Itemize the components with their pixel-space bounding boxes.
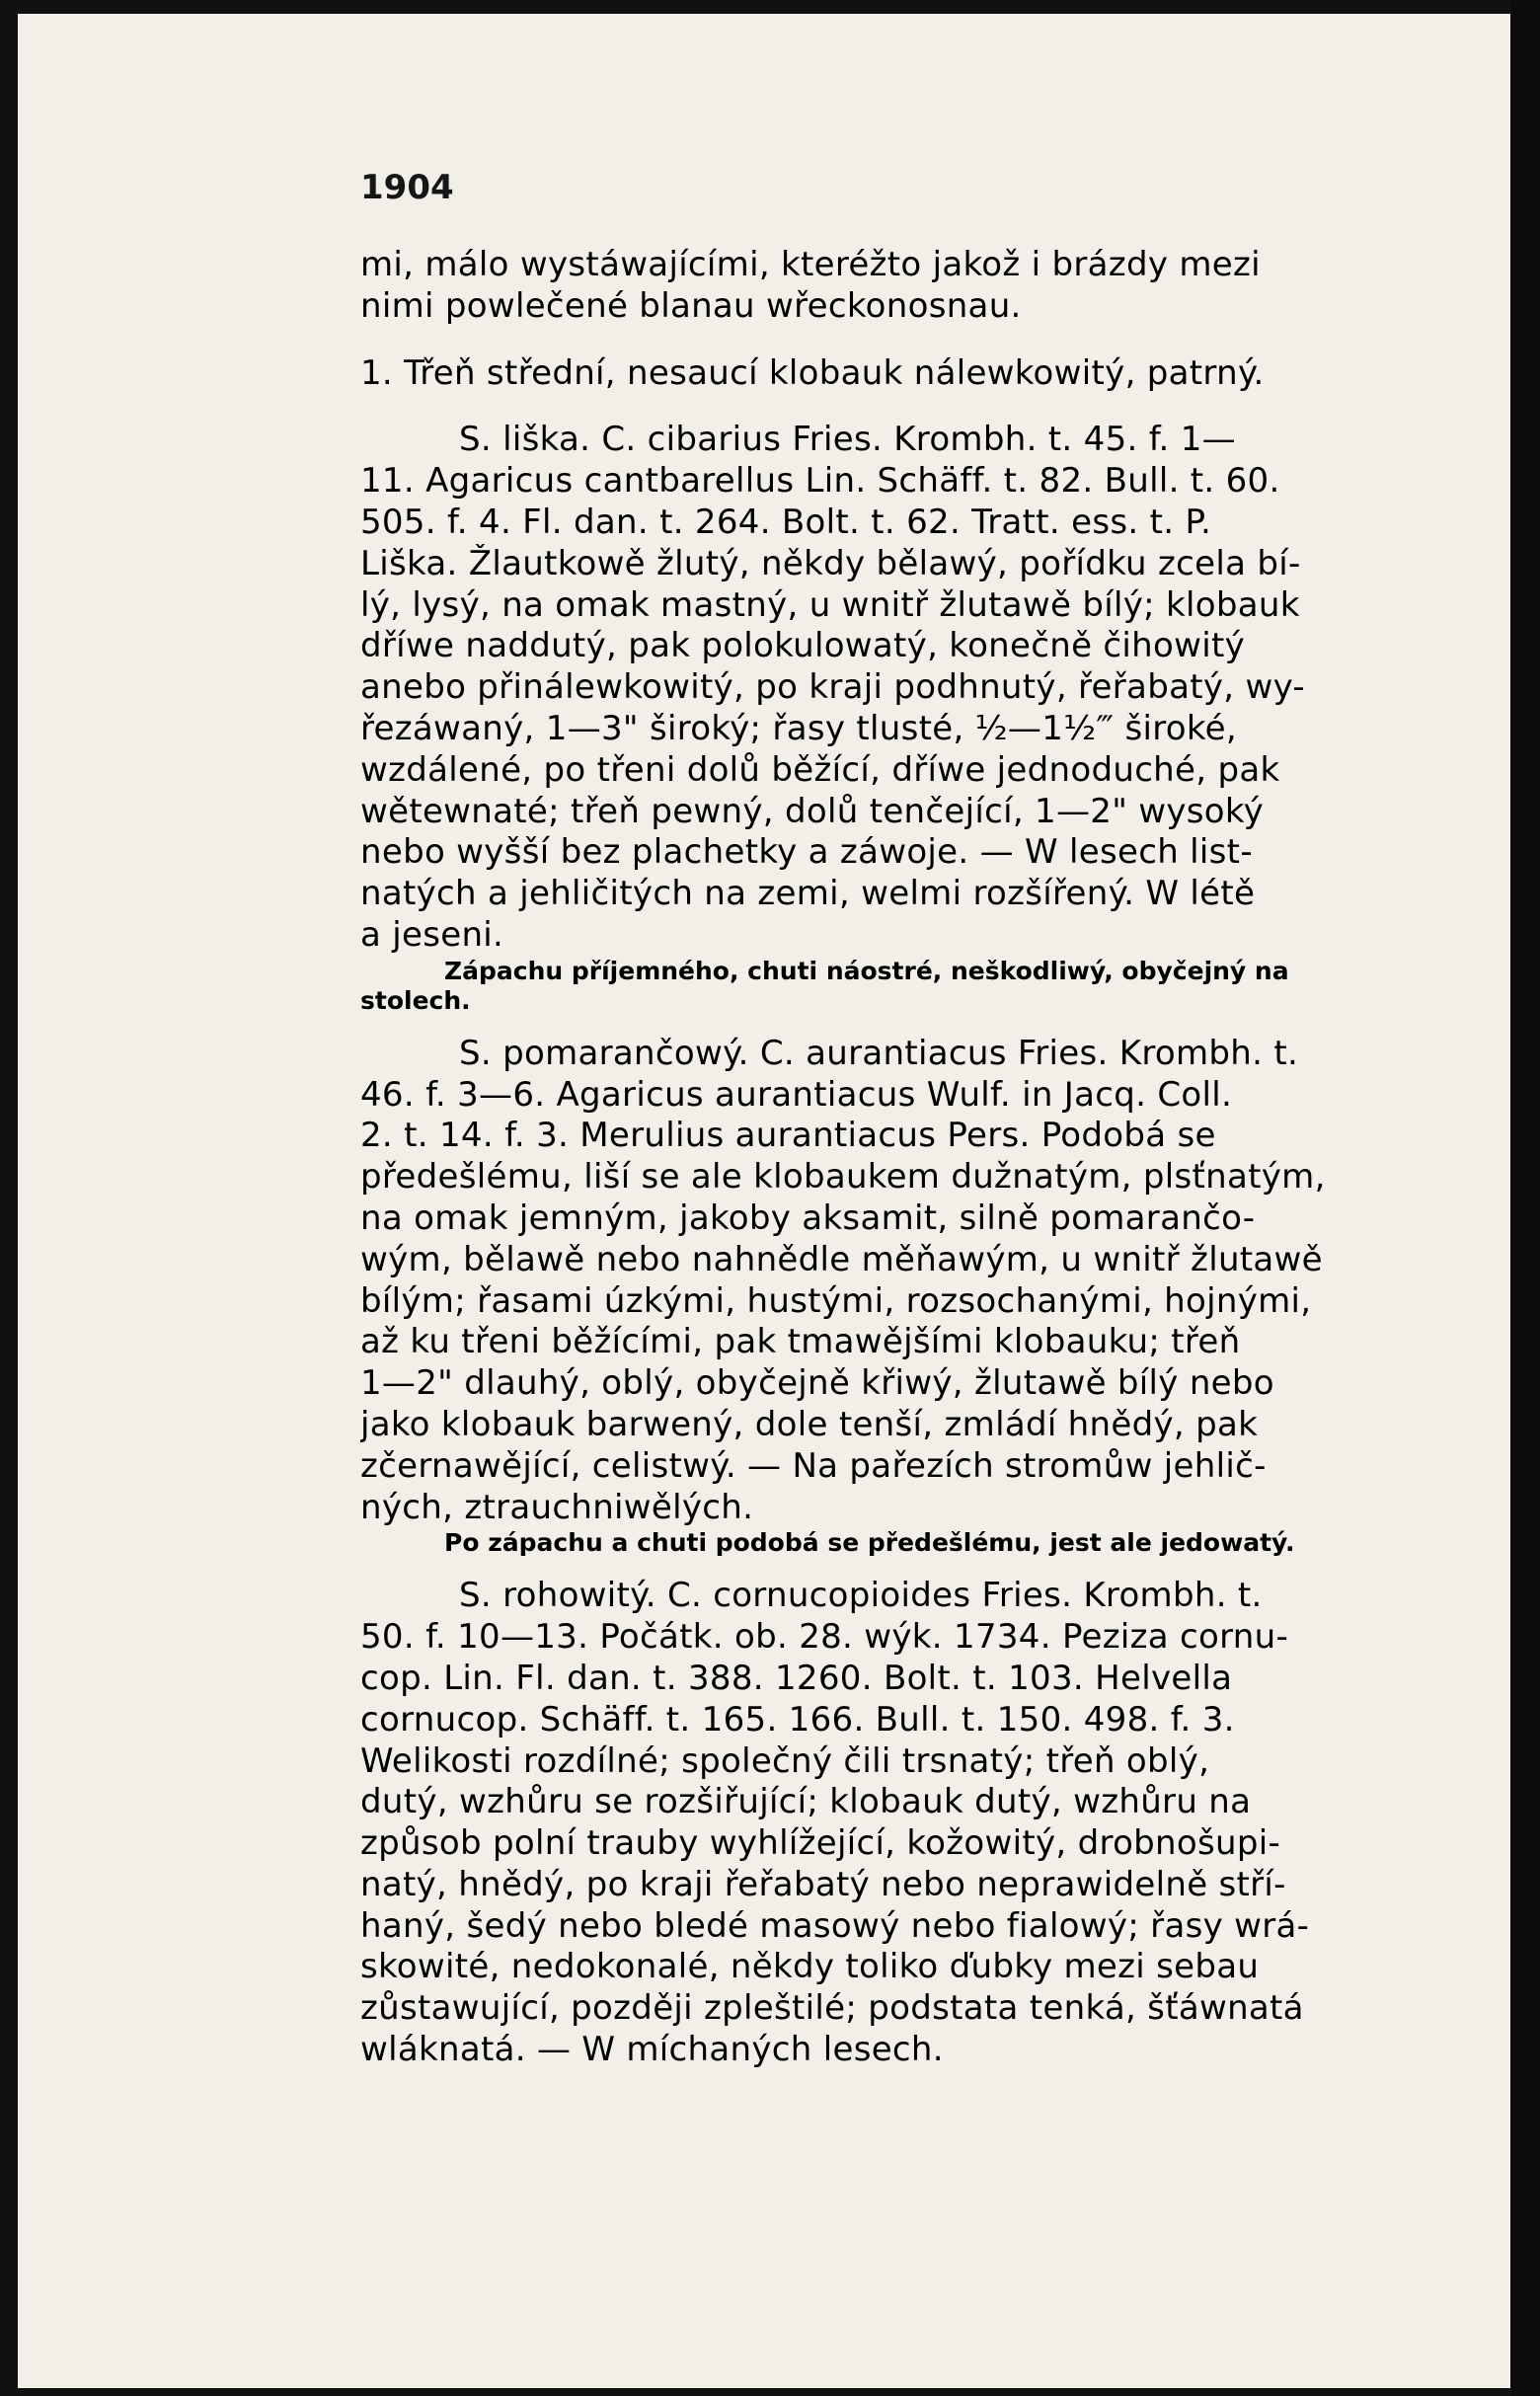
text-line: Zápachu příjemného, chuti náostré, neškodliwý, obyčejný na bbox=[444, 956, 1289, 985]
text-line: wým, bělawě nebo nahnědle měňawým, u wnitř žlutawě bbox=[360, 1239, 1323, 1279]
paragraph-gap bbox=[360, 394, 1436, 420]
paragraph-liska bbox=[360, 420, 1436, 956]
paragraph-intro bbox=[360, 245, 1436, 328]
paragraph-gap bbox=[360, 1016, 1436, 1034]
text-line: dutý, wzhůru se rozšiřující; klobauk dutý, wzhůru na bbox=[360, 1782, 1252, 1822]
text-line: natý, hnědý, po kraji řeřabatý nebo neprawidelně stří- bbox=[360, 1864, 1286, 1904]
text-line: na omak jemným, jakoby aksamit, silně pomarančo- bbox=[360, 1198, 1256, 1238]
scan-edge bbox=[1510, 0, 1540, 2396]
text-line: S. rohowitý. C. cornucopioides Fries. Krombh. t. bbox=[459, 1576, 1263, 1616]
paragraph-pomarancovy-note bbox=[360, 1528, 1436, 1558]
text-line: wětewnaté; třeň pewný, dolů tenčející, 1—2" wysoký bbox=[360, 791, 1265, 831]
paragraph-liska-note bbox=[360, 957, 1436, 1016]
text-line: natých a jehličitých na zemi, welmi rozšířený. W létě bbox=[360, 874, 1256, 914]
text-line: Po zápachu a chuti podobá se předešlému, jest ale jedowatý. bbox=[444, 1528, 1295, 1558]
text-line: 50. f. 10—13. Počátk. ob. 28. wýk. 1734. Peziza cornu- bbox=[360, 1617, 1289, 1658]
text-line: 2. t. 14. f. 3. Merulius aurantiacus Pers. Podobá se bbox=[360, 1116, 1216, 1156]
text-line: S. liška. C. cibarius Fries. Krombh. t. 45. f. 1— bbox=[459, 420, 1236, 460]
text-line: mi, málo wystáwajícími, kteréžto jakož i brázdy mezi bbox=[360, 245, 1261, 284]
text-line: wláknatá. — W míchaných lesech. bbox=[360, 2030, 944, 2070]
text-line: cornucop. Schäff. t. 165. 166. Bull. t. 150. 498. f. 3. bbox=[360, 1699, 1235, 1739]
text-line: skowité, nedokonalé, někdy toliko ďubky mezi sebau bbox=[360, 1947, 1260, 1987]
page-number: 1904 bbox=[360, 168, 454, 207]
text-line: S. pomarančowý. C. aurantiacus Fries. Krombh. t. bbox=[459, 1033, 1299, 1073]
text-line: anebo přinálewkowitý, po kraji podhnutý, řeřabatý, wy- bbox=[360, 667, 1305, 708]
text-line: dříwe naddutý, pak polokulowatý, konečně čihowitý bbox=[360, 626, 1246, 666]
text-line: Liška. Žlautkowě žlutý, někdy bělawý, pořídku zcela bí- bbox=[360, 543, 1301, 583]
text-line: jako klobauk barwený, dole tenší, zmládí hnědý, pak bbox=[360, 1404, 1259, 1444]
text-line: až ku třeni běžícími, pak tmawějšími klobauku; třeň bbox=[360, 1322, 1241, 1362]
text-line: způsob polní trauby wyhlížející, kožowitý, drobnošupi- bbox=[360, 1823, 1281, 1864]
text-line: Welikosti rozdílné; společný čili trsnatý; třeň oblý, bbox=[360, 1740, 1210, 1781]
text-line: haný, šedý nebo bledé masowý nebo fialowý; řasy wrá- bbox=[360, 1905, 1310, 1946]
text-line: ných, ztrauchniwělých. bbox=[360, 1487, 754, 1527]
text-line: řezáwaný, 1—3" široký; řasy tlusté, ½—1½‴ široké, bbox=[360, 708, 1238, 748]
text-line: 1—2" dlauhý, oblý, obyčejně křiwý, žlutawě bílý nebo bbox=[360, 1363, 1274, 1404]
text-line: 1. Třeň střední, nesaucí klobauk nálewkowitý, patrný. bbox=[360, 352, 1265, 393]
paragraph-gap bbox=[360, 328, 1436, 353]
text-line: zčernawějící, celistwý. — Na pařezích stromůw jehlič- bbox=[360, 1445, 1267, 1486]
paragraph-pomarancovy bbox=[360, 1034, 1436, 1529]
text-line: cop. Lin. Fl. dan. t. 388. 1260. Bolt. t. 103. Helvella bbox=[360, 1658, 1233, 1698]
text-line: předešlému, liší se ale klobaukem dužnatým, plsťnatým, bbox=[360, 1157, 1326, 1198]
page-body bbox=[360, 245, 1436, 2071]
text-line: nebo wyšší bez plachetky a záwoje. — W lesech list- bbox=[360, 832, 1253, 873]
text-line: nimi powlečené blanau wřeckonosnau. bbox=[360, 285, 1022, 326]
paragraph-gap bbox=[360, 1558, 1436, 1576]
text-line: zůstawující, později zpleštilé; podstata tenká, šťáwnatá bbox=[360, 1988, 1304, 2029]
text-line: 46. f. 3—6. Agaricus aurantiacus Wulf. in Jacq. Coll. bbox=[360, 1074, 1233, 1115]
paragraph-heading bbox=[360, 353, 1436, 395]
text-line: stolech. bbox=[360, 985, 471, 1015]
text-line: 11. Agaricus cantbarellus Lin. Schäff. t. 82. Bull. t. 60. bbox=[360, 461, 1280, 502]
paragraph-rohowity bbox=[360, 1576, 1436, 2071]
text-line: bílým; řasami úzkými, hustými, rozsochanými, hojnými, bbox=[360, 1280, 1312, 1321]
text-line: a jeseni. bbox=[360, 914, 504, 955]
text-line: 505. f. 4. Fl. dan. t. 264. Bolt. t. 62. Tratt. ess. t. P. bbox=[360, 502, 1212, 542]
text-line: wzdálené, po třeni dolů běžící, dříwe jednoduché, pak bbox=[360, 749, 1280, 790]
text-line: lý, lysý, na omak mastný, u wnitř žlutawě bílý; klobauk bbox=[360, 584, 1300, 625]
